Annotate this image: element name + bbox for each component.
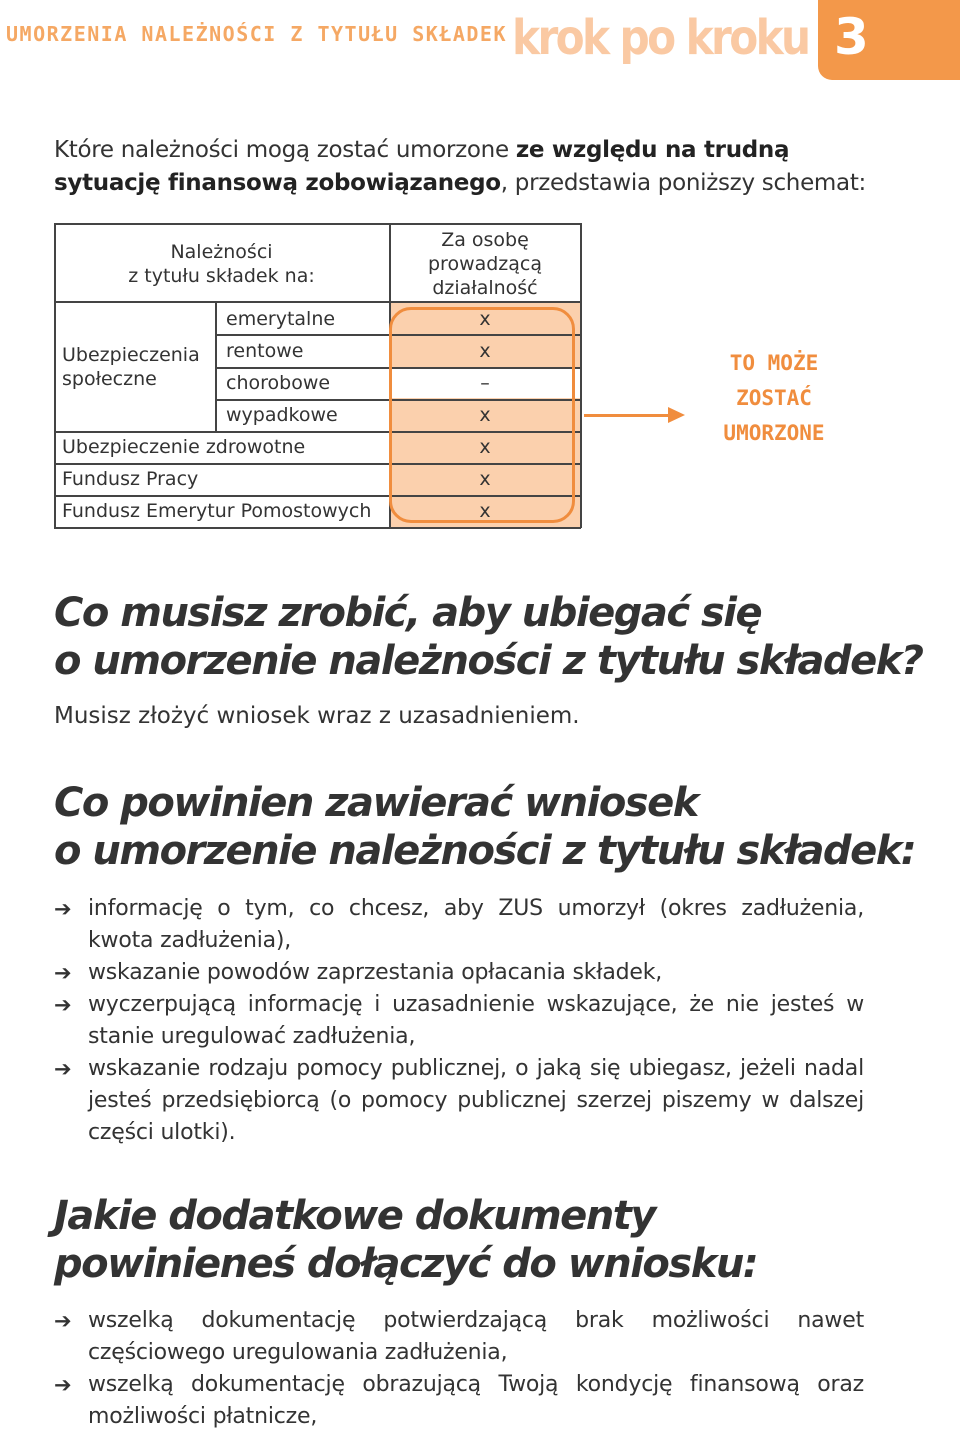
page-number-badge [818, 0, 960, 80]
table-header-right-line3: działalność [432, 277, 538, 299]
list-item [54, 989, 864, 1053]
list-item [54, 1369, 864, 1433]
section-title: UMORZENIA NALEŻNOŚCI Z TYTUŁU SKŁADEK [6, 22, 508, 46]
list-item-text: wszelką dokumentację obrazującą Twoją kondycję finansową oraz możliwości płatnicze, [88, 1372, 864, 1429]
highlight-ring [389, 307, 575, 523]
list-item-text: informację o tym, co chcesz, aby ZUS umorzył (okres zadłużenia, kwota zadłużenia), [88, 896, 864, 953]
callout-text [694, 346, 854, 451]
group-label-social [62, 343, 200, 391]
row-value: x [479, 340, 491, 362]
list-item-text: wyczerpującą informację i uzasadnienie wskazujące, że nie jesteś w stanie uregulować zadłużenia, [88, 992, 864, 1049]
intro-text-end: , przedstawia poniższy schemat: [500, 170, 866, 196]
row-label: rentowe [226, 340, 304, 362]
table-header-right-line1: Za osobę [441, 229, 529, 251]
section1-heading-line1: Co musisz zrobić, aby ubiegać się [54, 590, 762, 636]
callout-line1: TO MOŻE [729, 351, 819, 375]
table-header-right [389, 228, 581, 300]
group-label-social-line1: Ubezpieczenia [62, 344, 200, 366]
row-label: chorobowe [226, 372, 331, 394]
row-label: emerytalne [226, 308, 336, 330]
group-label-social-line2: społeczne [62, 368, 157, 390]
row-label: Fundusz Emerytur Pomostowych [62, 500, 372, 522]
intro-text-bold: ze względu na trudną sytuację finansową zobowiązanego [54, 137, 790, 196]
arrow-line [584, 414, 680, 417]
page-number: 3 [834, 8, 869, 66]
table-header-left [54, 240, 389, 288]
arrow-right-icon: ➔ [54, 897, 72, 921]
series-label: krok po kroku [512, 10, 809, 66]
callout-line3: UMORZONE [723, 421, 825, 445]
section3-heading-line1: Jakie dodatkowe dokumenty [54, 1193, 655, 1239]
contributions-table [54, 223, 581, 528]
section3-heading-line2: powinieneś dołączyć do wniosku: [54, 1241, 758, 1287]
list-item [54, 957, 864, 989]
row-label: wypadkowe [226, 404, 338, 426]
table-header-left-line2: z tytułu składek na: [128, 265, 315, 287]
row-value: x [479, 468, 491, 490]
section1-text: Musisz złożyć wniosek wraz z uzasadnieniem. [54, 703, 580, 729]
arrow-right-icon: ➔ [54, 1057, 72, 1081]
section2-heading [54, 779, 915, 875]
section2-heading-line1: Co powinien zawierać wniosek [54, 780, 698, 826]
callout-line2: ZOSTAĆ [736, 386, 812, 410]
arrow-right-icon [668, 407, 685, 423]
row-value: x [479, 436, 491, 458]
intro-text-start: Które należności mogą zostać umorzone [54, 137, 516, 163]
row-value: x [479, 500, 491, 522]
arrow-right-icon: ➔ [54, 1373, 72, 1397]
row-label: Ubezpieczenie zdrowotne [62, 436, 306, 458]
row-value: x [479, 404, 491, 426]
table-header-left-line1: Należności [170, 241, 273, 263]
arrow-right-icon: ➔ [54, 961, 72, 985]
arrow-right-icon: ➔ [54, 1309, 72, 1333]
section3-list [54, 1305, 864, 1433]
section2-heading-line2: o umorzenie należności z tytułu składek: [54, 828, 916, 874]
arrow-right-icon: ➔ [54, 993, 72, 1017]
section3-heading [54, 1192, 757, 1288]
table-header-right-line2: prowadzącą [427, 253, 543, 275]
section1-heading-line2: o umorzenie należności z tytułu składek? [54, 638, 923, 684]
list-item-text: wskazanie rodzaju pomocy publicznej, o jaką się ubiegasz, jeżeli nadal jesteś przedsiębiorcą (o pomocy publicznej szerzej piszemy w dalszej części ulotki). [88, 1056, 864, 1145]
list-item [54, 893, 864, 957]
list-item-text: wszelką dokumentację potwierdzającą brak możliwości nawet częściowego uregulowania zadłużenia, [88, 1308, 864, 1365]
row-value: x [479, 308, 491, 330]
section1-heading [54, 589, 923, 685]
intro-paragraph [54, 134, 884, 200]
list-item [54, 1053, 864, 1149]
list-item [54, 1305, 864, 1369]
row-label: Fundusz Pracy [62, 468, 199, 490]
list-item-text: wskazanie powodów zaprzestania opłacania składek, [88, 960, 663, 985]
section2-list [54, 893, 864, 1149]
row-value: – [480, 372, 490, 394]
